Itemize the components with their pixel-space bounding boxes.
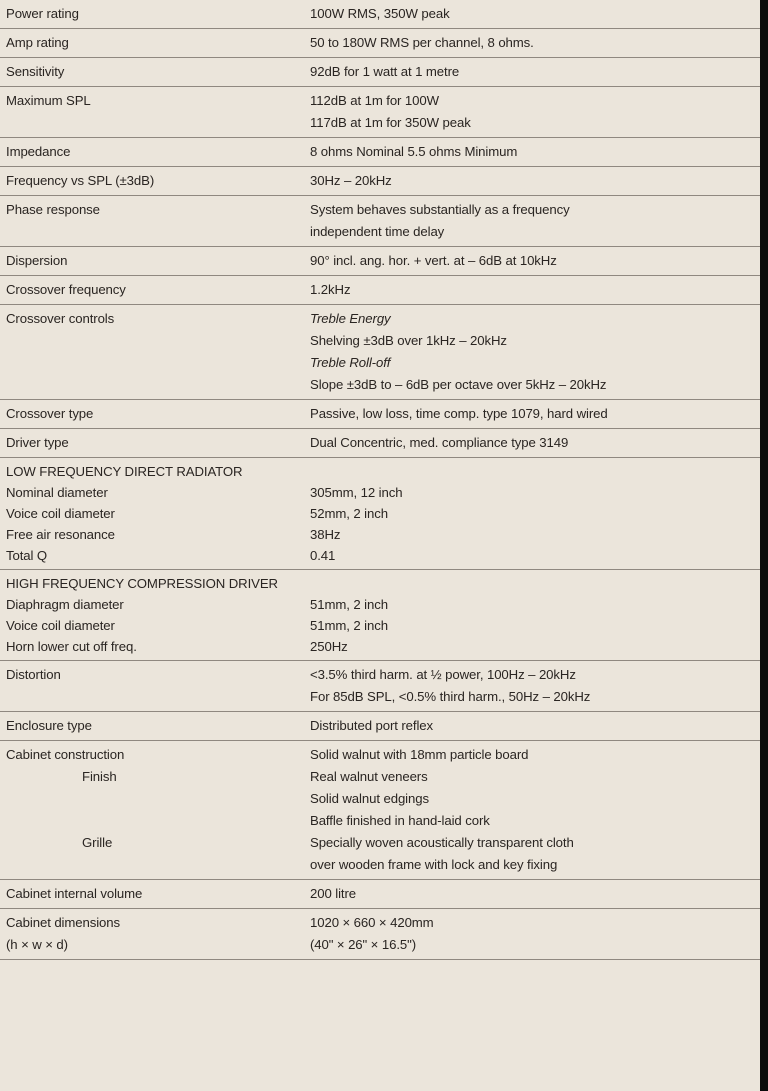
label-spacer: [6, 788, 300, 810]
spec-value-line: <3.5% third harm. at ½ power, 100Hz – 20kHz: [310, 667, 576, 682]
hf-section-labels: [0, 570, 300, 661]
treble-rolloff-heading: Treble Roll-off: [310, 355, 391, 370]
scan-edge: [760, 0, 768, 1091]
spec-value-line: Dual Concentric, med. compliance type 3149: [310, 435, 569, 450]
spec-label: Total Q: [6, 548, 48, 563]
spec-label: Dispersion: [0, 247, 300, 276]
spec-value-line: System behaves substantially as a frequency: [310, 202, 570, 217]
spec-label: Voice coil diameter: [6, 618, 115, 633]
spec-value: [300, 712, 760, 741]
spec-value-line: over wooden frame with lock and key fixing: [310, 857, 558, 872]
spec-value: [300, 138, 760, 167]
spec-value-line: (40" × 26" × 16.5"): [310, 937, 416, 952]
section-heading: LOW FREQUENCY DIRECT RADIATOR: [6, 464, 243, 479]
spec-value: [300, 58, 760, 87]
spec-value-line: 1020 × 660 × 420mm: [310, 915, 434, 930]
spec-row-dispersion: [0, 247, 760, 276]
spec-value-line: 100W RMS, 350W peak: [310, 6, 450, 21]
spec-label: Enclosure type: [0, 712, 300, 741]
spec-value: [300, 29, 760, 58]
spec-row-distortion: [0, 661, 760, 712]
spec-label: Impedance: [0, 138, 300, 167]
spec-label: Cabinet dimensions: [6, 915, 121, 930]
spec-value-line: Passive, low loss, time comp. type 1079, hard wired: [310, 406, 608, 421]
section-heading: HIGH FREQUENCY COMPRESSION DRIVER: [6, 576, 278, 591]
spec-row-cabinet-internal-volume: [0, 880, 760, 909]
spec-label: Voice coil diameter: [6, 506, 115, 521]
spec-row-maximum-spl: [0, 87, 760, 138]
spec-label: Diaphragm diameter: [6, 597, 124, 612]
spec-value: [300, 400, 760, 429]
spec-value: [300, 305, 760, 400]
spec-value-line: 38Hz: [310, 527, 341, 542]
lf-section-labels: [0, 458, 300, 570]
finish-label: Finish: [82, 769, 117, 784]
spec-value-line: 52mm, 2 inch: [310, 506, 388, 521]
spec-value-line: independent time delay: [310, 224, 445, 239]
spec-value: [300, 167, 760, 196]
spec-value-line: 0.41: [310, 548, 336, 563]
spec-value-line: 1.2kHz: [310, 282, 351, 297]
spec-row-cabinet-construction: [0, 741, 760, 880]
spec-value: [300, 87, 760, 138]
heading-spacer: [310, 461, 760, 482]
spec-value-line: 117dB at 1m for 350W peak: [310, 115, 471, 130]
spec-label: Crossover frequency: [0, 276, 300, 305]
spec-value-line: Solid walnut with 18mm particle board: [310, 747, 529, 762]
spec-row-phase-response: [0, 196, 760, 247]
spec-label: Crossover controls: [0, 305, 300, 400]
spec-value: [300, 196, 760, 247]
spec-value: [300, 247, 760, 276]
spec-value-line: For 85dB SPL, <0.5% third harm., 50Hz – 20kHz: [310, 689, 591, 704]
spec-row-enclosure-type: [0, 712, 760, 741]
spec-label: Distortion: [0, 661, 300, 712]
spec-row-power-rating: [0, 0, 760, 29]
spec-row-cabinet-dimensions: [0, 909, 760, 960]
spec-value-line: Specially woven acoustically transparent cloth: [310, 835, 574, 850]
spec-value-line: 51mm, 2 inch: [310, 597, 388, 612]
spec-row-frequency-vs-spl: [0, 167, 760, 196]
spec-label: Horn lower cut off freq.: [6, 639, 137, 654]
spec-value-line: Baffle finished in hand-laid cork: [310, 813, 490, 828]
spec-value-line: 250Hz: [310, 639, 348, 654]
dimensions-labels: [0, 909, 300, 960]
spec-row-driver-type: [0, 429, 760, 458]
spec-value: [300, 276, 760, 305]
spec-row-amp-rating: [0, 29, 760, 58]
spec-label: Crossover type: [0, 400, 300, 429]
spec-value-line: 200 litre: [310, 886, 357, 901]
spec-row-crossover-controls: [0, 305, 760, 400]
hf-section-values: [300, 570, 760, 661]
spec-value-line: Slope ±3dB to – 6dB per octave over 5kHz – 20kHz: [310, 377, 607, 392]
spec-value-line: 30Hz – 20kHz: [310, 173, 392, 188]
spec-value-line: 50 to 180W RMS per channel, 8 ohms.: [310, 35, 534, 50]
cabinet-labels: [0, 741, 300, 880]
lf-section-values: [300, 458, 760, 570]
dimensions-values: [300, 909, 760, 960]
spec-value-line: 92dB for 1 watt at 1 metre: [310, 64, 460, 79]
spec-row-sensitivity: [0, 58, 760, 87]
grille-label: Grille: [82, 835, 113, 850]
spec-value: [300, 661, 760, 712]
spec-label: Phase response: [0, 196, 300, 247]
hf-section: [0, 570, 760, 661]
label-spacer: [6, 810, 300, 832]
spec-label: Driver type: [0, 429, 300, 458]
spec-row-crossover-frequency: [0, 276, 760, 305]
spec-value: [300, 429, 760, 458]
treble-energy-heading: Treble Energy: [310, 311, 391, 326]
spec-label: Nominal diameter: [6, 485, 108, 500]
lf-section: [0, 458, 760, 570]
spec-label: Cabinet internal volume: [0, 880, 300, 909]
spec-label: Power rating: [0, 0, 300, 29]
spec-label: Sensitivity: [0, 58, 300, 87]
spec-value-line: Distributed port reflex: [310, 718, 434, 733]
heading-spacer: [310, 573, 760, 594]
spec-value: [300, 0, 760, 29]
spec-row-crossover-type: [0, 400, 760, 429]
spec-value-line: 8 ohms Nominal 5.5 ohms Minimum: [310, 144, 518, 159]
spec-value-line: 90° incl. ang. hor. + vert. at – 6dB at 10kHz: [310, 253, 557, 268]
spec-label: Maximum SPL: [0, 87, 300, 138]
spec-value-line: Real walnut veneers: [310, 769, 428, 784]
spec-value-line: Shelving ±3dB over 1kHz – 20kHz: [310, 333, 507, 348]
spec-label-sub: (h × w × d): [6, 937, 68, 952]
spec-value-line: Solid walnut edgings: [310, 791, 429, 806]
cabinet-values: [300, 741, 760, 880]
spec-value-line: 112dB at 1m for 100W: [310, 93, 439, 108]
spec-label: Frequency vs SPL (±3dB): [0, 167, 300, 196]
spec-value-line: 51mm, 2 inch: [310, 618, 388, 633]
spec-row-impedance: [0, 138, 760, 167]
spec-label: Amp rating: [0, 29, 300, 58]
spec-label: Free air resonance: [6, 527, 115, 542]
spec-value: [300, 880, 760, 909]
spec-label: Cabinet construction: [6, 747, 125, 762]
spec-value-line: 305mm, 12 inch: [310, 485, 403, 500]
label-spacer: [6, 854, 300, 876]
